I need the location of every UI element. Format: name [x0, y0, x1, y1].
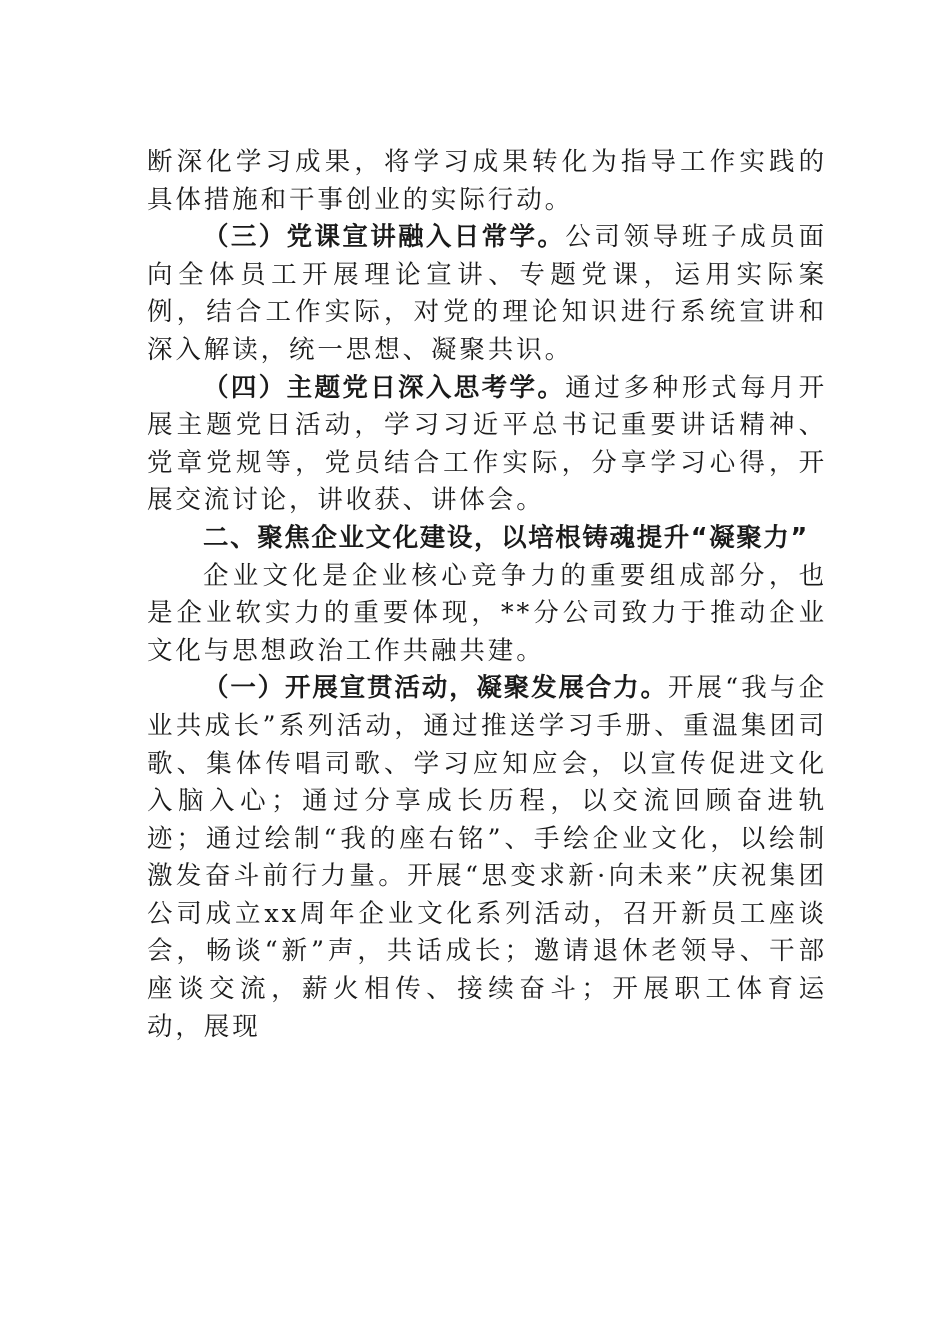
paragraph-text: 开展“我与企业共成长”系列活动，通过推送学习手册、重温集团司歌、集体传唱司歌、学习应知应会，以宣传促进文化入脑入心；通过分享成长历程，以交流回顾奋进轨迹；通过绘制“我的座右铭”、手绘企业文化，以绘制激发奋斗前行力量。开展“思变求新·向未来”庆祝集团公司成立xx周年企业文化系列活动，召开新员工座谈会，畅谈“新”声，共话成长；邀请退休老领导、干部座谈交流，薪火相传、接续奋斗；开展职工体育运动，展现 — [147, 673, 827, 1042]
item-lead: （一）开展宣贯活动，凝聚发展合力。 — [203, 673, 668, 704]
item-lead: （四）主题党日深入思考学。 — [203, 372, 566, 403]
paragraph-item-1 — [147, 670, 827, 1046]
section-heading-2: 二、聚焦企业文化建设，以培根铸魂提升“凝聚力” — [203, 522, 809, 553]
paragraph-text: 企业文化是企业核心竞争力的重要组成部分，也是企业软实力的重要体现，**分公司致力于推动企业文化与思想政治工作共融共建。 — [147, 560, 827, 666]
paragraph-continuation — [147, 144, 827, 219]
paragraph-text: 通过多种形式每月开展主题党日活动，学习习近平总书记重要讲话精神、党章党规等，党员结合工作实际，分享学习心得，开展交流讨论，讲收获、讲体会。 — [147, 372, 827, 516]
document-page — [147, 144, 827, 1046]
paragraph-text: 断深化学习成果，将学习成果转化为指导工作实践的具体措施和干事创业的实际行动。 — [147, 147, 827, 215]
item-lead: （三）党课宣讲融入日常学。 — [203, 222, 566, 253]
paragraph-item-3 — [147, 219, 827, 369]
paragraph-item-4 — [147, 370, 827, 520]
paragraph-text: 公司领导班子成员面向全体员工开展理论宣讲、专题党课，运用实际案例，结合工作实际，对党的理论知识进行系统宣讲和深入解读，统一思想、凝聚共识。 — [147, 222, 827, 365]
paragraph-body — [147, 558, 827, 671]
